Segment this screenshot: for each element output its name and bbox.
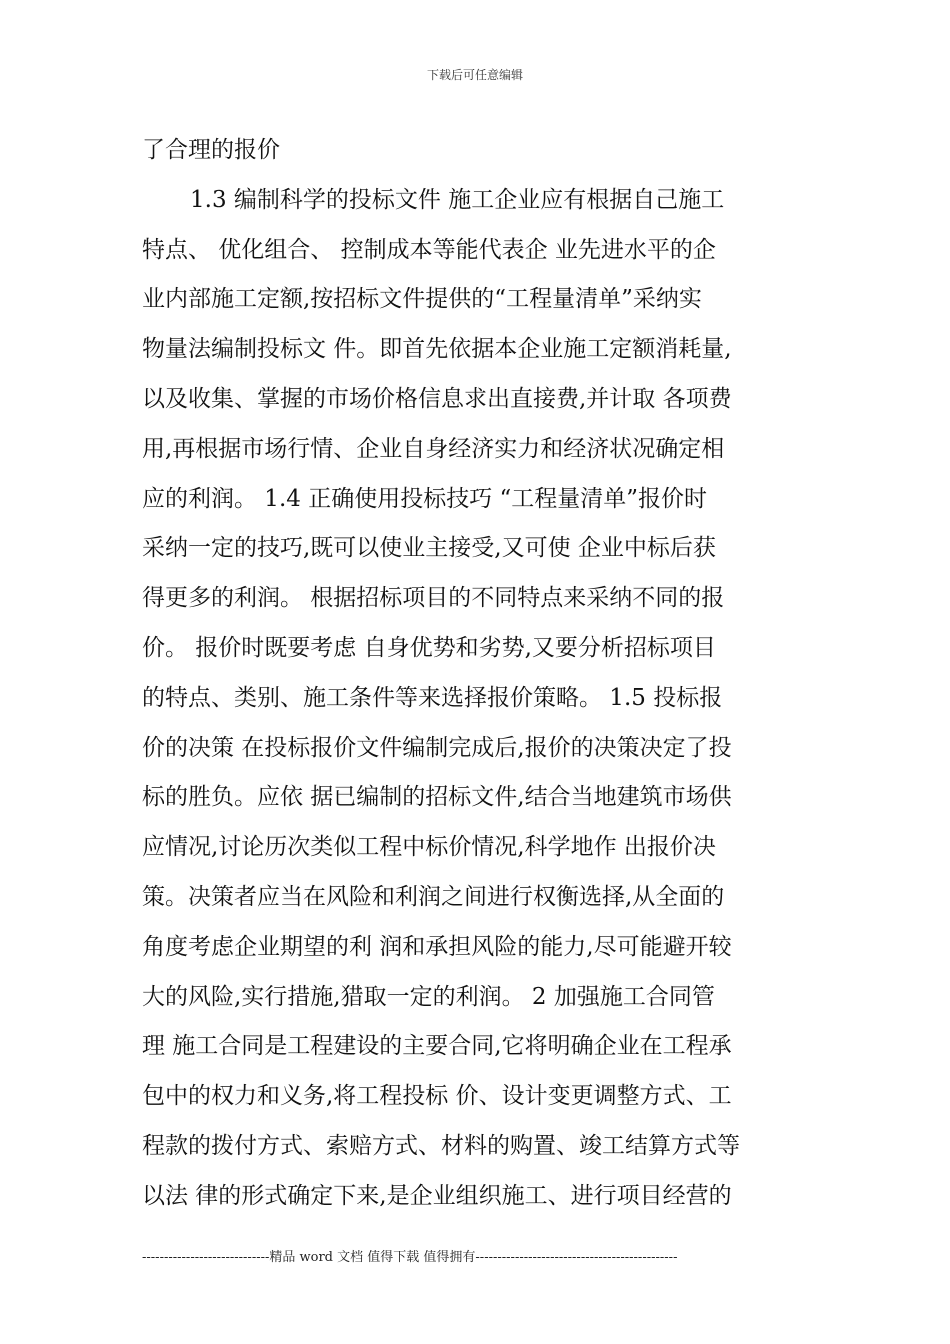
body-line: 了合理的报价 [142,137,280,163]
body-line: 1.3 编制科学的投标文件 施工企业应有根据自己施工 [190,186,725,213]
body-line: 策。决策者应当在风险和利润之间进行权衡选择,从全面的 [142,883,725,910]
body-line: 特点、 优化组合、 控制成本等能代表企 业先进水平的企 [142,236,716,263]
body-line: 价。 报价时既要考虑 自身优势和劣势,又要分析招标项目 [142,634,716,661]
body-line: 的特点、类别、施工条件等来选择报价策略。 1.5 投标报 [142,684,723,711]
body-line: 角度考虑企业期望的利 润和承担风险的能力,尽可能避开较 [142,933,732,960]
body-line: 业内部施工定额,按招标文件提供的“工程量清单”采纳实 [142,286,702,313]
page-header: 下载后可任意编辑 [426,68,523,82]
body-line: 应的利润。 1.4 正确使用投标技巧 “工程量清单”报价时 [142,485,708,512]
body-line: 采纳一定的技巧,既可以使业主接受,又可使 企业中标后获 [142,535,716,562]
body-line: 大的风险,实行措施,猎取一定的利润。 2 加强施工合同管 [142,983,715,1010]
body-line: 程款的拨付方式、索赔方式、材料的购置、竣工结算方式等 [142,1132,740,1159]
body-line: 价的决策 在投标报价文件编制完成后,报价的决策决定了投 [142,734,732,761]
page-footer: -----------------------------精品 word 文档 值得下载 值得拥有---------------------------------------------- [142,1250,678,1265]
body-line: 包中的权力和义务,将工程投标 价、设计变更调整方式、工 [142,1083,732,1110]
body-line: 应情况,讨论历次类似工程中标价情况,科学地作 出报价决 [142,834,716,861]
body-line: 物量法编制投标文 件。即首先依据本企业施工定额消耗量, [142,336,732,363]
body-line: 以法 律的形式确定下来,是企业组织施工、进行项目经营的 [142,1182,732,1209]
document-body [142,126,812,1222]
body-line: 以及收集、掌握的市场价格信息求出直接费,并计取 各项费 [142,385,732,412]
body-line: 标的胜负。应依 据已编制的招标文件,结合当地建筑市场供 [142,784,732,811]
body-line: 用,再根据市场行情、企业自身经济实力和经济状况确定相 [142,435,725,462]
body-line: 理 施工合同是工程建设的主要合同,它将明确企业在工程承 [142,1033,732,1060]
body-line: 得更多的利润。 根据招标项目的不同特点来采纳不同的报 [142,585,725,612]
